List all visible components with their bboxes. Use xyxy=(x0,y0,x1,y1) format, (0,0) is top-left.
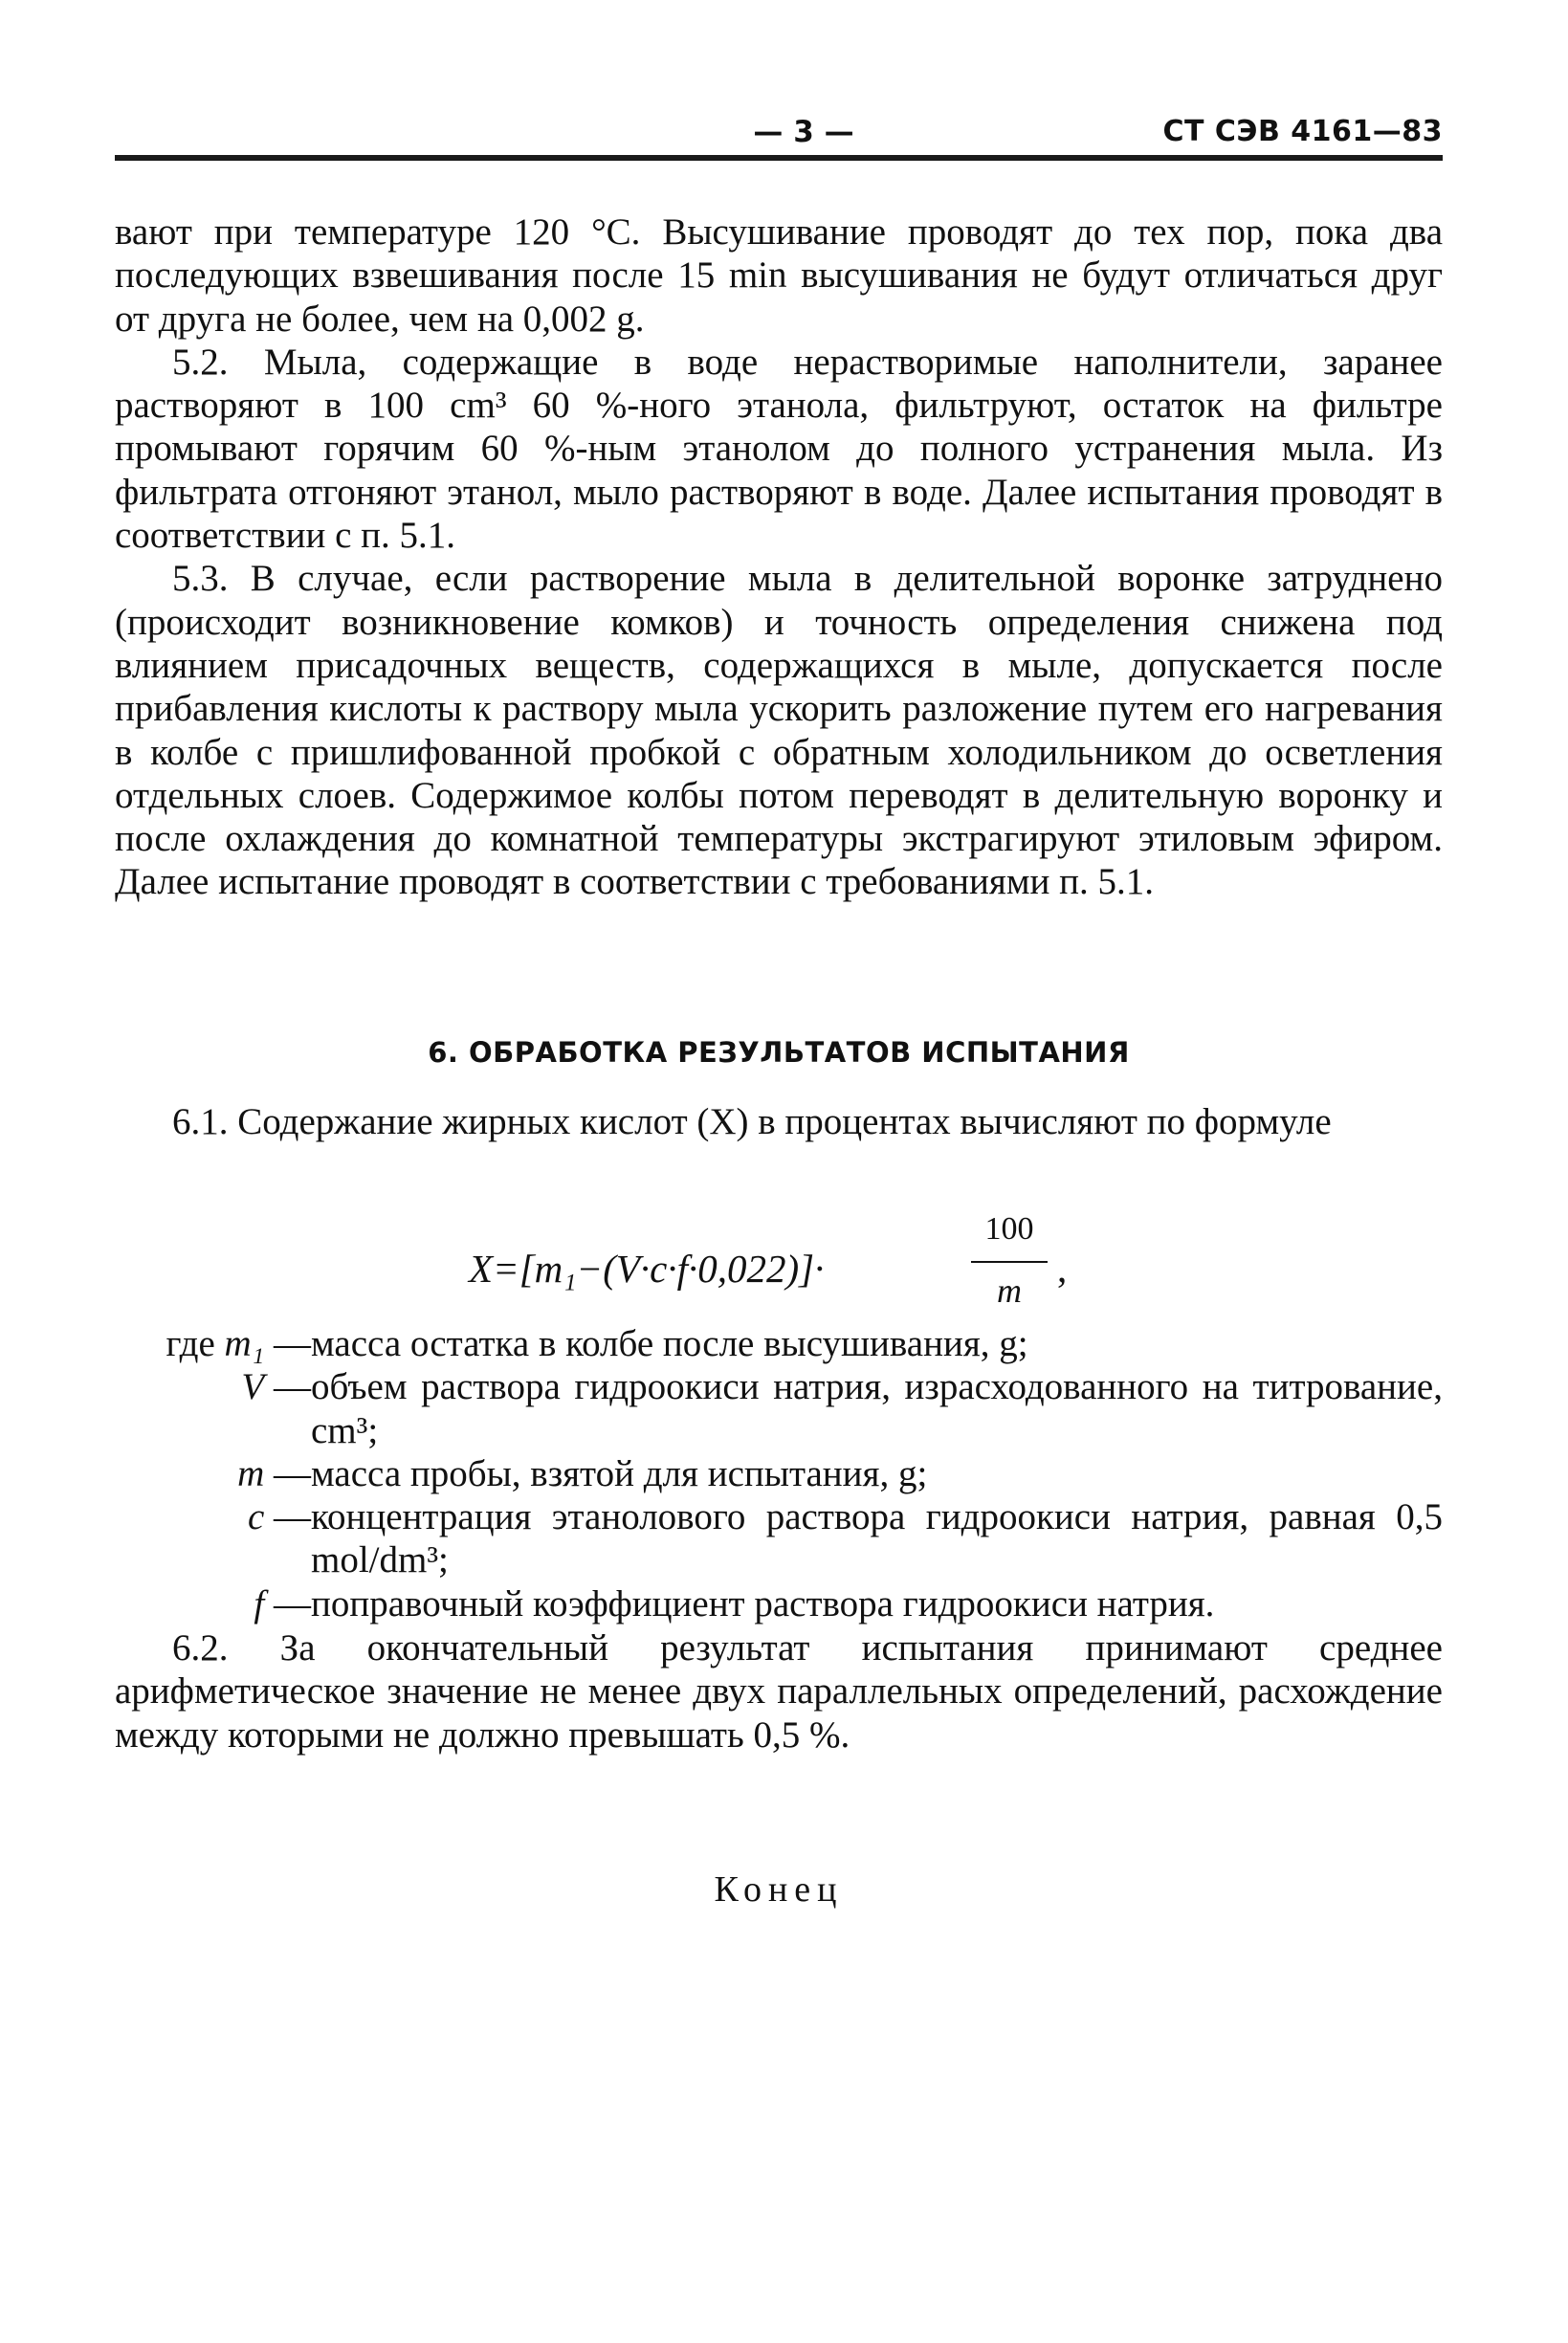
variable-row xyxy=(115,1495,1443,1582)
variable-symbol-cell: где m₁ — xyxy=(166,1323,311,1364)
paragraph-5-2: 5.2. Мыла, содержащие в воде нерастворимые наполнители, заранее растворяют в 100 cm³ 60 %-ного этанола, фильтруют, остаток на фильтре промывают горячим 60 %-ным этанолом до полного устранения мыла. Из фильтрата отгоняют этанол, мыло растворяют в воде. Далее испытания проводят в соответствии с п. 5.1. xyxy=(115,341,1443,557)
variable-symbol-cell: V — xyxy=(241,1366,311,1408)
variable-row xyxy=(115,1365,1443,1452)
formula-denominator: m xyxy=(997,1271,1022,1310)
variable-symbol: f xyxy=(254,1582,265,1625)
variable-description: концентрация этанолового раствора гидроокиси натрия, равная 0,5 mol/dm³; xyxy=(311,1496,1443,1581)
variable-symbol: m₁ xyxy=(224,1323,265,1364)
variable-symbol: V xyxy=(241,1366,265,1408)
formula-expression: X=[m₁−(V·c·f·0,022)]· xyxy=(469,1247,825,1291)
document-code: СТ СЭВ 4161—83 xyxy=(1162,115,1443,148)
variable-description: масса пробы, взятой для испытания, g; xyxy=(311,1452,928,1494)
formula-fraction-bar xyxy=(971,1261,1048,1263)
variable-symbol: m xyxy=(237,1452,265,1494)
section-6-heading: 6. ОБРАБОТКА РЕЗУЛЬТАТОВ ИСПЫТАНИЯ xyxy=(428,1036,1130,1069)
formula-trailing-comma: , xyxy=(1057,1247,1068,1291)
formula-numerator: 100 xyxy=(984,1211,1034,1247)
variable-lead-word: где xyxy=(166,1323,215,1364)
section-5-text xyxy=(115,210,1443,904)
variable-symbol: c xyxy=(247,1496,265,1538)
paragraph-5-3: 5.3. В случае, если растворение мыла в делительной воронке затруднено (происходит возникновение комков) и точность определения снижена под влиянием присадочных веществ, содержащихся в мыле, допускается после прибавления кислоты к раствору мыла ускорить разложение путем его нагревания в колбе с пришлифованной пробкой с обратным холодильником до осветления отдельных слоев. Содержимое колбы потом переводят в делительную воронку и после охлаждения до комнатной температуры экстрагируют этиловым эфиром. Далее испытание проводят в соответствии с требованиями п. 5.1. xyxy=(115,558,1443,903)
variable-description: масса остатка в колбе после высушивания, g; xyxy=(311,1323,1028,1364)
paragraph-6-2: 6.2. За окончательный результат испытания принимают среднее арифметическое значение не менее двух параллельных определений, расхождение между которыми не должно превышать 0,5 %. xyxy=(115,1627,1443,1756)
paragraph-6-1: 6.1. Содержание жирных кислот (X) в процентах вычисляют по формуле xyxy=(172,1101,1332,1142)
paragraph-continuation: вают при температуре 120 °С. Высушивание проводят до тех пор, пока два последующих взвешивания после 15 min высушивания не будут отличаться друг от друга не более, чем на 0,002 g. xyxy=(115,211,1443,340)
variable-definitions xyxy=(115,1322,1443,1625)
variable-row xyxy=(115,1452,1443,1495)
variable-description: объем раствора гидроокиси натрия, израсходованного на титрование, cm³; xyxy=(311,1366,1443,1451)
fatty-acid-formula xyxy=(459,1211,1129,1316)
section-6-closing xyxy=(115,1626,1443,1757)
page-header xyxy=(115,113,1443,161)
variable-symbol-cell: f — xyxy=(254,1582,311,1625)
variable-row xyxy=(115,1582,1443,1625)
variable-description: поправочный коэффициент раствора гидроокиси натрия. xyxy=(311,1582,1215,1625)
header-rule xyxy=(115,155,1443,161)
section-6-intro xyxy=(115,1100,1443,1143)
variable-symbol-cell: c — xyxy=(247,1496,311,1538)
variable-row xyxy=(115,1322,1443,1365)
variable-symbol-cell: m — xyxy=(237,1452,311,1494)
page-number: — 3 — xyxy=(753,115,854,149)
end-mark: Конец xyxy=(714,1869,844,1910)
